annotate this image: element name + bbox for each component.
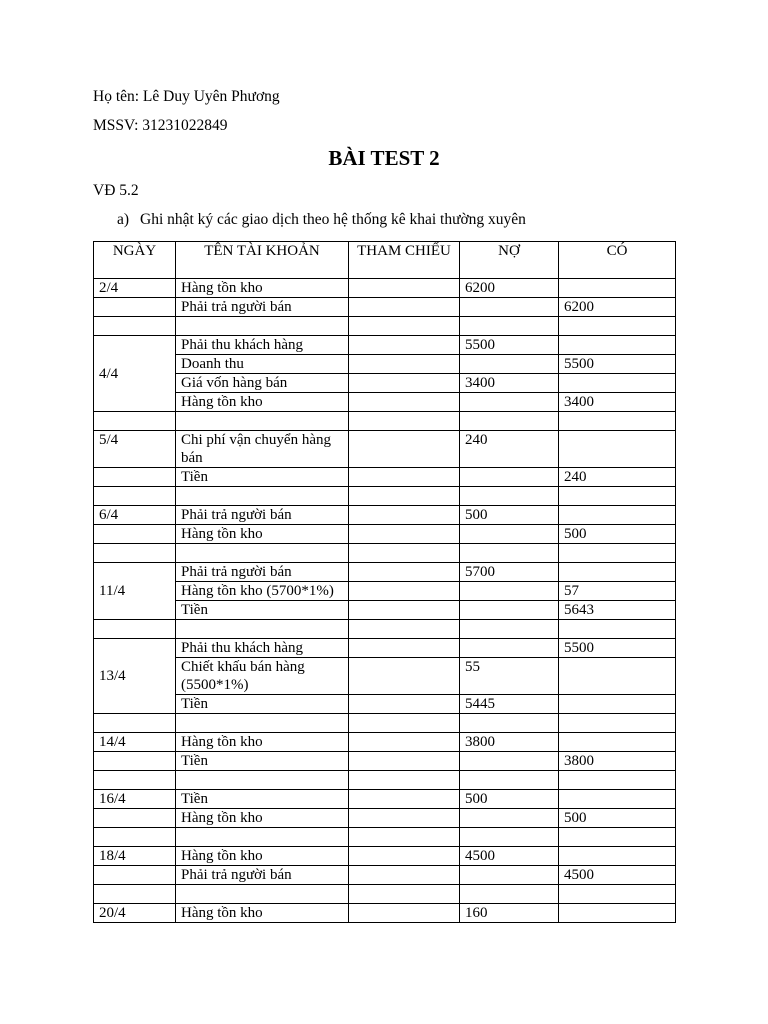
cell-debit: 55	[460, 658, 559, 695]
cell-account: Phải trả người bán	[176, 866, 349, 885]
cell-reference	[349, 582, 460, 601]
table-row	[94, 544, 676, 563]
cell-account	[176, 487, 349, 506]
cell-debit	[460, 582, 559, 601]
cell-account	[176, 544, 349, 563]
table-row	[94, 317, 676, 336]
cell-credit: 6200	[559, 298, 676, 317]
cell-date	[94, 487, 176, 506]
cell-reference	[349, 847, 460, 866]
cell-credit	[559, 336, 676, 355]
cell-account: Hàng tồn kho (5700*1%)	[176, 582, 349, 601]
cell-reference	[349, 525, 460, 544]
header-account: TÊN TÀI KHOẢN	[176, 242, 349, 279]
table-row	[94, 393, 676, 412]
cell-reference	[349, 828, 460, 847]
cell-credit	[559, 317, 676, 336]
cell-date	[94, 866, 176, 885]
cell-debit	[460, 298, 559, 317]
cell-reference	[349, 752, 460, 771]
cell-credit	[559, 658, 676, 695]
cell-account: Hàng tồn kho	[176, 847, 349, 866]
student-id-line: MSSV: 31231022849	[93, 117, 228, 134]
cell-debit: 5500	[460, 336, 559, 355]
table-header-row	[94, 242, 676, 279]
table-row	[94, 771, 676, 790]
cell-debit: 240	[460, 431, 559, 468]
cell-date	[94, 771, 176, 790]
cell-debit	[460, 771, 559, 790]
cell-debit: 6200	[460, 279, 559, 298]
cell-reference	[349, 412, 460, 431]
cell-credit: 500	[559, 809, 676, 828]
table-row	[94, 601, 676, 620]
table-row	[94, 847, 676, 866]
cell-reference	[349, 317, 460, 336]
cell-account: Phải trả người bán	[176, 298, 349, 317]
student-name-line: Họ tên: Lê Duy Uyên Phương	[93, 88, 280, 105]
exercise-label: VĐ 5.2	[93, 182, 139, 199]
cell-date	[94, 620, 176, 639]
cell-debit: 5445	[460, 695, 559, 714]
header-reference: THAM CHIẾU	[349, 242, 460, 279]
cell-date	[94, 809, 176, 828]
cell-date	[94, 752, 176, 771]
cell-debit	[460, 809, 559, 828]
journal-body	[94, 279, 676, 923]
cell-credit	[559, 563, 676, 582]
cell-account: Phải trả người bán	[176, 506, 349, 525]
table-row	[94, 714, 676, 733]
cell-account: Hàng tồn kho	[176, 904, 349, 923]
cell-credit	[559, 487, 676, 506]
cell-debit: 3400	[460, 374, 559, 393]
cell-date: 11/4	[94, 563, 176, 620]
cell-debit	[460, 828, 559, 847]
cell-reference	[349, 506, 460, 525]
header-credit: CÓ	[559, 242, 676, 279]
cell-credit	[559, 279, 676, 298]
document-title: BÀI TEST 2	[328, 146, 440, 170]
cell-reference	[349, 809, 460, 828]
table-row	[94, 355, 676, 374]
cell-credit: 5500	[559, 355, 676, 374]
cell-account: Tiền	[176, 790, 349, 809]
table-row	[94, 582, 676, 601]
table-row	[94, 904, 676, 923]
cell-account: Tiền	[176, 601, 349, 620]
cell-date	[94, 468, 176, 487]
cell-reference	[349, 487, 460, 506]
cell-credit	[559, 847, 676, 866]
cell-reference	[349, 885, 460, 904]
cell-date	[94, 525, 176, 544]
cell-debit	[460, 468, 559, 487]
cell-account: Hàng tồn kho	[176, 393, 349, 412]
table-row	[94, 431, 676, 468]
cell-credit: 5500	[559, 639, 676, 658]
cell-date	[94, 714, 176, 733]
cell-reference	[349, 298, 460, 317]
question-text: Ghi nhật ký các giao dịch theo hệ thống kê khai thường xuyên	[140, 211, 526, 228]
table-row	[94, 336, 676, 355]
cell-credit	[559, 790, 676, 809]
cell-account	[176, 828, 349, 847]
table-row	[94, 790, 676, 809]
table-row	[94, 506, 676, 525]
table-row	[94, 752, 676, 771]
cell-credit	[559, 885, 676, 904]
table-row	[94, 620, 676, 639]
cell-account	[176, 412, 349, 431]
cell-date: 18/4	[94, 847, 176, 866]
cell-debit: 500	[460, 790, 559, 809]
cell-credit	[559, 374, 676, 393]
cell-reference	[349, 431, 460, 468]
cell-debit	[460, 866, 559, 885]
cell-account: Chiết khấu bán hàng (5500*1%)	[176, 658, 349, 695]
cell-date	[94, 298, 176, 317]
cell-reference	[349, 714, 460, 733]
cell-debit	[460, 752, 559, 771]
cell-credit	[559, 506, 676, 525]
table-row	[94, 809, 676, 828]
cell-date	[94, 885, 176, 904]
cell-credit: 3400	[559, 393, 676, 412]
cell-date: 2/4	[94, 279, 176, 298]
cell-debit	[460, 317, 559, 336]
cell-reference	[349, 695, 460, 714]
question-a	[117, 211, 526, 229]
table-row	[94, 298, 676, 317]
table-row	[94, 563, 676, 582]
cell-debit	[460, 525, 559, 544]
cell-account: Phải thu khách hàng	[176, 639, 349, 658]
cell-reference	[349, 374, 460, 393]
question-marker: a)	[117, 211, 130, 228]
cell-account	[176, 714, 349, 733]
cell-date: 14/4	[94, 733, 176, 752]
cell-debit	[460, 639, 559, 658]
cell-account: Chi phí vận chuyển hàng bán	[176, 431, 349, 468]
cell-credit: 4500	[559, 866, 676, 885]
table-row	[94, 468, 676, 487]
cell-reference	[349, 658, 460, 695]
cell-credit	[559, 733, 676, 752]
cell-reference	[349, 733, 460, 752]
header-debit: NỢ	[460, 242, 559, 279]
cell-date: 5/4	[94, 431, 176, 468]
cell-reference	[349, 336, 460, 355]
cell-credit: 240	[559, 468, 676, 487]
cell-credit	[559, 714, 676, 733]
cell-account	[176, 620, 349, 639]
cell-reference	[349, 771, 460, 790]
cell-debit	[460, 620, 559, 639]
cell-credit	[559, 904, 676, 923]
cell-account: Doanh thu	[176, 355, 349, 374]
table-row	[94, 487, 676, 506]
cell-credit	[559, 771, 676, 790]
cell-reference	[349, 601, 460, 620]
cell-reference	[349, 866, 460, 885]
table-row	[94, 639, 676, 658]
table-row	[94, 733, 676, 752]
cell-date	[94, 544, 176, 563]
cell-debit	[460, 601, 559, 620]
cell-date	[94, 828, 176, 847]
cell-reference	[349, 355, 460, 374]
table-row	[94, 695, 676, 714]
cell-account	[176, 885, 349, 904]
cell-date	[94, 412, 176, 431]
cell-debit	[460, 544, 559, 563]
header-date: NGÀY	[94, 242, 176, 279]
cell-debit: 3800	[460, 733, 559, 752]
cell-debit	[460, 393, 559, 412]
cell-account: Tiền	[176, 468, 349, 487]
cell-debit: 160	[460, 904, 559, 923]
cell-debit	[460, 714, 559, 733]
cell-debit	[460, 885, 559, 904]
cell-date: 6/4	[94, 506, 176, 525]
cell-reference	[349, 790, 460, 809]
cell-date: 13/4	[94, 639, 176, 714]
cell-credit: 500	[559, 525, 676, 544]
cell-reference	[349, 393, 460, 412]
cell-credit	[559, 412, 676, 431]
cell-debit	[460, 355, 559, 374]
table-row	[94, 374, 676, 393]
cell-account: Tiền	[176, 695, 349, 714]
cell-debit	[460, 412, 559, 431]
table-row	[94, 885, 676, 904]
table-row	[94, 828, 676, 847]
cell-date: 20/4	[94, 904, 176, 923]
cell-debit: 500	[460, 506, 559, 525]
cell-debit: 5700	[460, 563, 559, 582]
cell-reference	[349, 620, 460, 639]
table-row	[94, 279, 676, 298]
cell-account: Hàng tồn kho	[176, 525, 349, 544]
cell-reference	[349, 904, 460, 923]
cell-credit: 57	[559, 582, 676, 601]
cell-credit	[559, 828, 676, 847]
table-row	[94, 658, 676, 695]
cell-credit: 3800	[559, 752, 676, 771]
cell-account	[176, 771, 349, 790]
cell-account	[176, 317, 349, 336]
cell-credit	[559, 620, 676, 639]
cell-account: Phải thu khách hàng	[176, 336, 349, 355]
journal-table	[93, 241, 676, 923]
cell-debit: 4500	[460, 847, 559, 866]
cell-account: Phải trả người bán	[176, 563, 349, 582]
cell-date: 16/4	[94, 790, 176, 809]
cell-account: Giá vốn hàng bán	[176, 374, 349, 393]
cell-credit	[559, 431, 676, 468]
cell-account: Hàng tồn kho	[176, 279, 349, 298]
cell-debit	[460, 487, 559, 506]
cell-reference	[349, 639, 460, 658]
cell-credit: 5643	[559, 601, 676, 620]
cell-reference	[349, 563, 460, 582]
cell-date: 4/4	[94, 336, 176, 412]
cell-credit	[559, 695, 676, 714]
cell-reference	[349, 544, 460, 563]
cell-account: Hàng tồn kho	[176, 733, 349, 752]
cell-account: Hàng tồn kho	[176, 809, 349, 828]
cell-credit	[559, 544, 676, 563]
cell-account: Tiền	[176, 752, 349, 771]
table-row	[94, 525, 676, 544]
cell-date	[94, 317, 176, 336]
table-row	[94, 866, 676, 885]
cell-reference	[349, 468, 460, 487]
table-row	[94, 412, 676, 431]
cell-reference	[349, 279, 460, 298]
